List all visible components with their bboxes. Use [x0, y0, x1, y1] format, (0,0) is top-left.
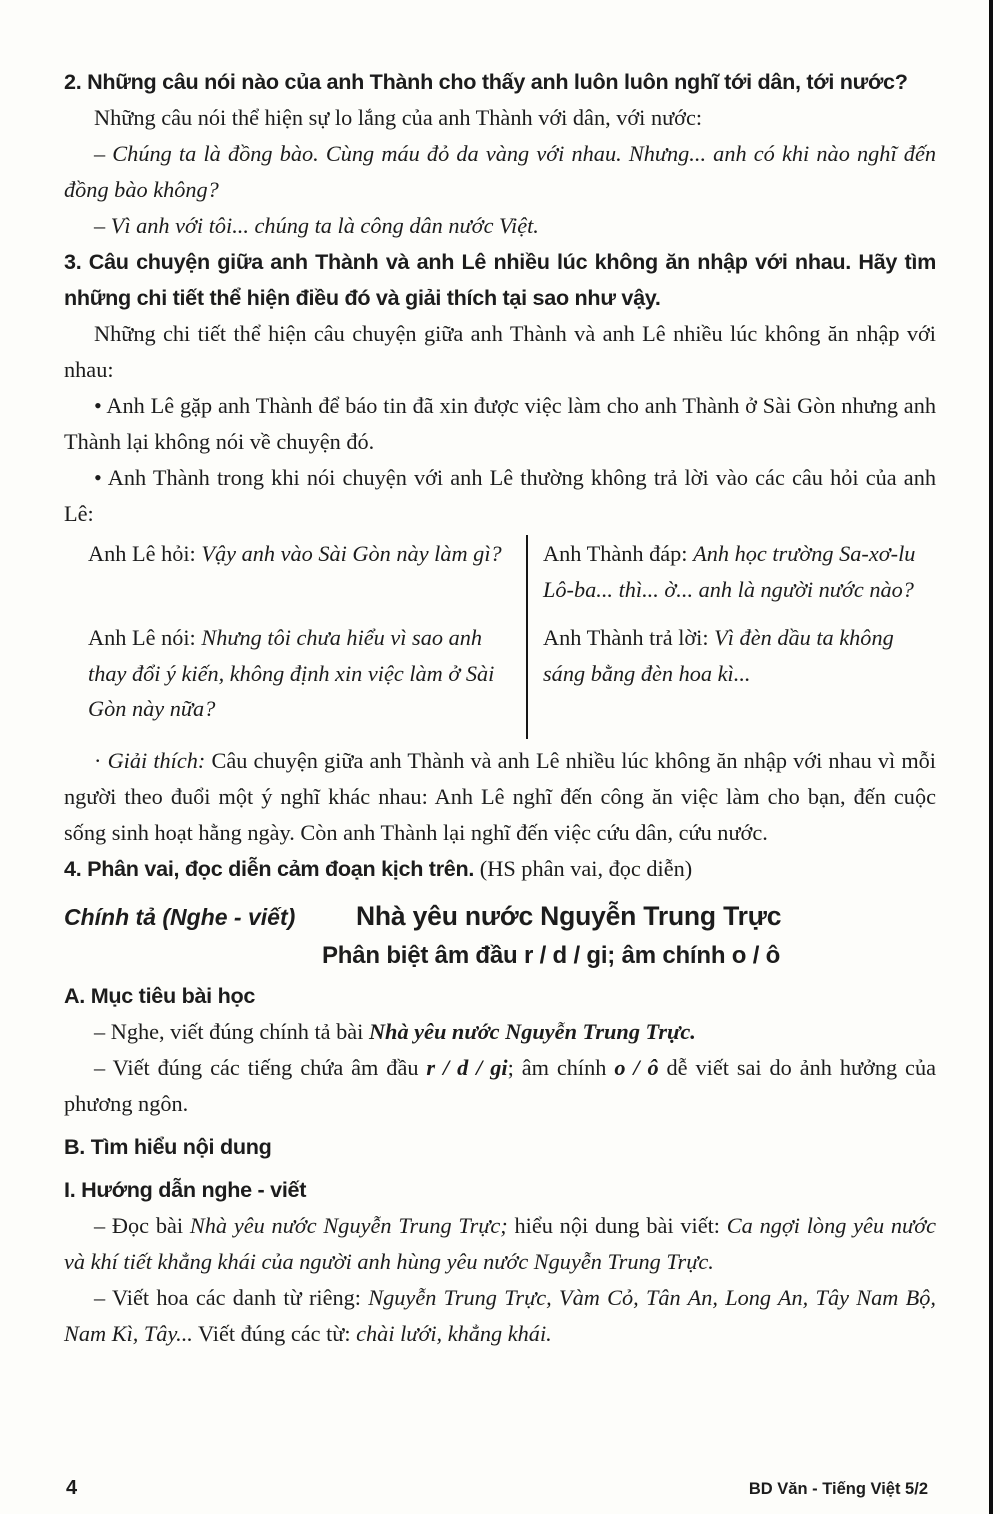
text-run: Vậy anh vào Sài Gòn này làm gì?: [201, 541, 502, 566]
text-run: Những câu nói thể hiện sự lo lắng của anh Thành với dân, với nước:: [94, 105, 703, 130]
text-run: Nhà yêu nước Nguyễn Trung Trực.: [368, 1018, 696, 1044]
lesson-title: Nhà yêu nước Nguyễn Trung Trực: [356, 900, 782, 931]
text-run: Nhà yêu nước Nguyễn Trung Trực;: [189, 1212, 508, 1238]
document-body: [64, 64, 936, 1352]
text-run: – Chúng ta là đồng bào. Cùng máu đỏ da vàng với nhau. Nhưng... anh có khi nào nghĩ đến đồng bào không?: [64, 141, 936, 202]
dialogue-left-cell: [64, 535, 526, 619]
book-title: BD Văn - Tiếng Việt 5/2: [748, 1480, 928, 1498]
text-run: – Đọc bài: [94, 1212, 190, 1238]
question-4: [64, 851, 936, 887]
dialogue-right-cell: [526, 535, 936, 619]
text-run: ; âm chính: [507, 1054, 615, 1080]
text-run: Nhưng tôi chưa hiểu vì sao anh thay đổi ý kiến, không định xin việc làm ở Sài Gòn này nữa?: [88, 625, 495, 721]
text-run: – Viết hoa các danh từ riêng:: [94, 1284, 369, 1310]
question-3: [64, 244, 936, 316]
text-run: Câu chuyện giữa anh Thành và anh Lê nhiều lúc không ăn nhập với nhau vì mỗi người theo đuổi một ý nghĩ khác nhau: Anh Lê nghĩ đến công ăn việc làm cho bạn, đến cuộc sống sinh hoạt hằng ngày. Còn anh Thành lại nghĩ đến việc cứu dân, cứu nước.: [64, 747, 937, 845]
text-run: 3. Câu chuyện giữa anh Thành và anh Lê nhiều lúc không ăn nhập với nhau. Hãy tìm những chi tiết thể hiện điều đó và giải thích tại sao như vậy.: [64, 249, 936, 310]
answer-3-intro: [64, 316, 936, 388]
section-header-row: [64, 901, 936, 932]
text-run: – Nghe, viết đúng chính tả bài: [94, 1018, 369, 1044]
text-run: dễ viết sai do ảnh hưởng của phương ngôn.: [64, 1054, 936, 1116]
scan-edge-artifact: [989, 0, 993, 1514]
dialogue-left-cell: [64, 619, 526, 739]
text-run: Những chi tiết thể hiện câu chuyện giữa anh Thành và anh Lê nhiều lúc không ăn nhập với nhau:: [64, 321, 936, 382]
heading-muc-tieu: [64, 978, 936, 1014]
text-run: o / ô: [614, 1054, 659, 1080]
answer-2-quote-2: [64, 208, 936, 244]
text-run: Anh học trường Sa-xơ-lu Lô-ba... thì... ờ... anh là người nước nào?: [543, 541, 916, 602]
dialogue-right-cell: [526, 619, 936, 739]
text-run: – Vì anh với tôi... chúng ta là công dân nước Việt.: [94, 213, 539, 238]
huong-dan-item-2: [64, 1280, 936, 1352]
huong-dan-item-1: [64, 1208, 936, 1280]
text-run: Ca ngợi lòng yêu nước và khí tiết khẳng khái của người anh hùng yêu nước Nguyễn Trung Trực.: [64, 1212, 936, 1274]
answer-2-quote-1: [64, 136, 936, 208]
text-run: I. Hướng dẫn nghe - viết: [64, 1176, 307, 1202]
text-run: Nguyễn Trung Trực, Vàm Cỏ, Tân An, Long An, Tây Nam Bộ, Nam Kì, Tây...: [64, 1284, 937, 1346]
text-run: Anh Lê hỏi:: [88, 541, 202, 566]
text-run: chài lưới, khẳng khái.: [356, 1320, 552, 1346]
question-2: [64, 64, 936, 100]
answer-2-intro: [64, 100, 936, 136]
text-run: (HS phân vai, đọc diễn): [479, 855, 693, 881]
text-run: Vì đèn dầu ta không sáng bằng đèn hoa kì...: [543, 625, 894, 686]
heading-tim-hieu: [64, 1129, 936, 1165]
section-label: Chính tả (Nghe - viết): [64, 903, 296, 930]
text-run: Anh Thành đáp:: [543, 541, 694, 566]
heading-huong-dan: [64, 1172, 936, 1208]
text-run: ·: [94, 747, 108, 773]
answer-3-bullet-1: [64, 388, 936, 460]
lesson-subtitle: Phân biệt âm đầu r / d / gi; âm chính o / ô: [322, 941, 781, 969]
text-run: – Viết đúng các tiếng chứa âm đầu: [94, 1054, 427, 1080]
muc-tieu-item-1: [64, 1014, 936, 1050]
chinh-ta-header: [64, 901, 936, 970]
answer-3-bullet-2: [64, 460, 936, 532]
page-number: 4: [66, 1477, 78, 1499]
answer-3-explanation: [64, 743, 936, 851]
text-run: • Anh Thành trong khi nói chuyện với anh Lê thường không trả lời vào các câu hỏi của anh Lê:: [64, 465, 936, 526]
text-run: Giải thích:: [107, 747, 206, 773]
text-run: • Anh Lê gặp anh Thành để báo tin đã xin được việc làm cho anh Thành ở Sài Gòn nhưng anh Thành lại không nói về chuyện đó.: [64, 393, 936, 454]
page-footer: [66, 1477, 928, 1500]
muc-tieu-item-2: [64, 1050, 936, 1122]
text-run: A. Mục tiêu bài học: [64, 982, 256, 1008]
text-run: B. Tìm hiểu nội dung: [64, 1133, 272, 1159]
text-run: 4. Phân vai, đọc diễn cảm đoạn kịch trên.: [64, 855, 480, 881]
text-run: Anh Thành trả lời:: [543, 625, 715, 650]
dialogue-comparison-table: [64, 535, 936, 739]
text-run: hiểu nội dung bài viết:: [507, 1212, 727, 1238]
text-run: 2. Những câu nói nào của anh Thành cho thấy anh luôn luôn nghĩ tới dân, tới nước?: [64, 69, 908, 94]
text-run: r / d / gi: [426, 1054, 508, 1080]
text-run: Anh Lê nói:: [88, 625, 202, 650]
text-run: Viết đúng các từ:: [192, 1320, 357, 1346]
